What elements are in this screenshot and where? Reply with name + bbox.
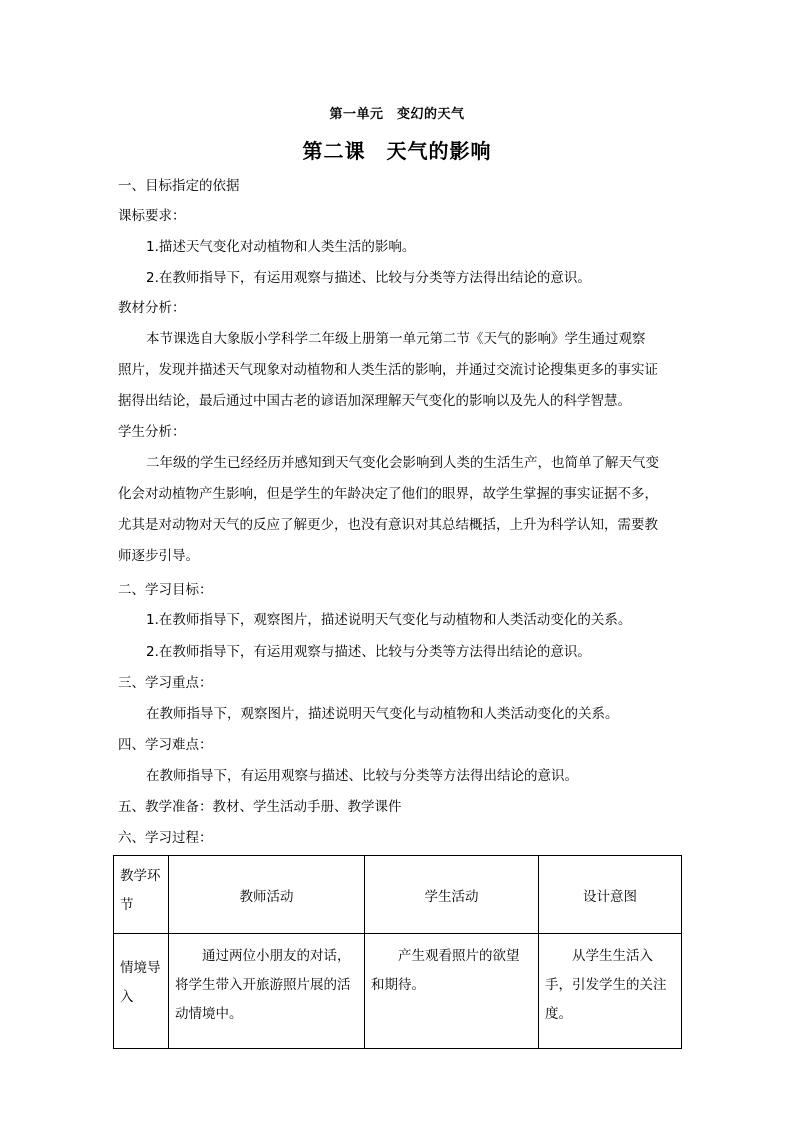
section-4-heading: 四、学习难点：	[118, 737, 213, 753]
section-5-preparation: 五、教学准备：教材、学生活动手册、教学课件	[118, 799, 402, 815]
lesson-title: 第二课 天气的影响	[302, 139, 492, 163]
textbook-paragraph-line: 据得出结论，最后通过中国古老的谚语加深理解天气变化的影响以及先人的科学智慧。	[118, 393, 631, 409]
objective-item: 1.在教师指导下，观察图片，描述说明天气变化与动植物和人类活动变化的关系。	[146, 612, 632, 628]
student-label: 学生分析：	[118, 424, 186, 440]
student-paragraph-line: 尤其是对动物对天气的反应了解更少，也没有意识对其总结概括，上升为科学认知，需要教	[118, 517, 658, 533]
student-paragraph-line: 师逐步引导。	[118, 548, 199, 564]
header-design-intent: 设计意图	[539, 856, 682, 934]
section-2-heading: 二、学习目标：	[118, 582, 213, 598]
key-point-text: 在教师指导下，观察图片，描述说明天气变化与动植物和人类活动变化的关系。	[146, 706, 619, 722]
section-6-heading: 六、学习过程：	[118, 830, 213, 846]
student-paragraph-line: 化会对动植物产生影响，但是学生的年龄决定了他们的眼界，故学生掌握的事实证据不多，	[118, 486, 658, 502]
textbook-paragraph-line: 本节课选自大象版小学科学二年级上册第一单元第二节《天气的影响》学生通过观察	[146, 331, 646, 347]
row-teacher-activity: 通过两位小朋友的对话，将学生带入开旅游照片展的活动情境中。	[169, 934, 365, 1049]
textbook-paragraph-line: 照片，发现并描述天气现象对动植物和人类生活的影响，并通过交流讨论搜集更多的事实证	[118, 362, 658, 378]
section-1-heading: 一、目标指定的依据	[118, 178, 240, 194]
header-student-activity: 学生活动	[365, 856, 539, 934]
row-student-activity: 产生观看照片的欲望和期待。	[365, 934, 539, 1049]
difficulty-text: 在教师指导下，有运用观察与描述、比较与分类等方法得出结论的意识。	[146, 768, 578, 784]
table-header-row	[114, 856, 682, 934]
header-stage: 教学环节	[114, 856, 169, 934]
row-design-intent: 从学生生活入手，引发学生的关注度。	[539, 934, 682, 1049]
section-3-heading: 三、学习重点：	[118, 675, 213, 691]
standard-item: 2.在教师指导下，有运用观察与描述、比较与分类等方法得出结论的意识。	[146, 270, 591, 286]
unit-title: 第一单元 变幻的天气	[329, 107, 465, 122]
learning-process-table	[113, 855, 682, 1049]
row-stage: 情境导入	[114, 934, 169, 1049]
standard-label: 课标要求：	[118, 208, 186, 224]
objective-item: 2.在教师指导下，有运用观察与描述、比较与分类等方法得出结论的意识。	[146, 644, 591, 660]
table-row	[114, 934, 682, 1049]
standard-item: 1.描述天气变化对动植物和人类生活的影响。	[146, 239, 416, 255]
student-paragraph-line: 二年级的学生已经经历并感知到天气变化会影响到人类的生活生产，也简单了解天气变	[146, 455, 659, 471]
header-teacher-activity: 教师活动	[169, 856, 365, 934]
textbook-label: 教材分析：	[118, 300, 186, 316]
